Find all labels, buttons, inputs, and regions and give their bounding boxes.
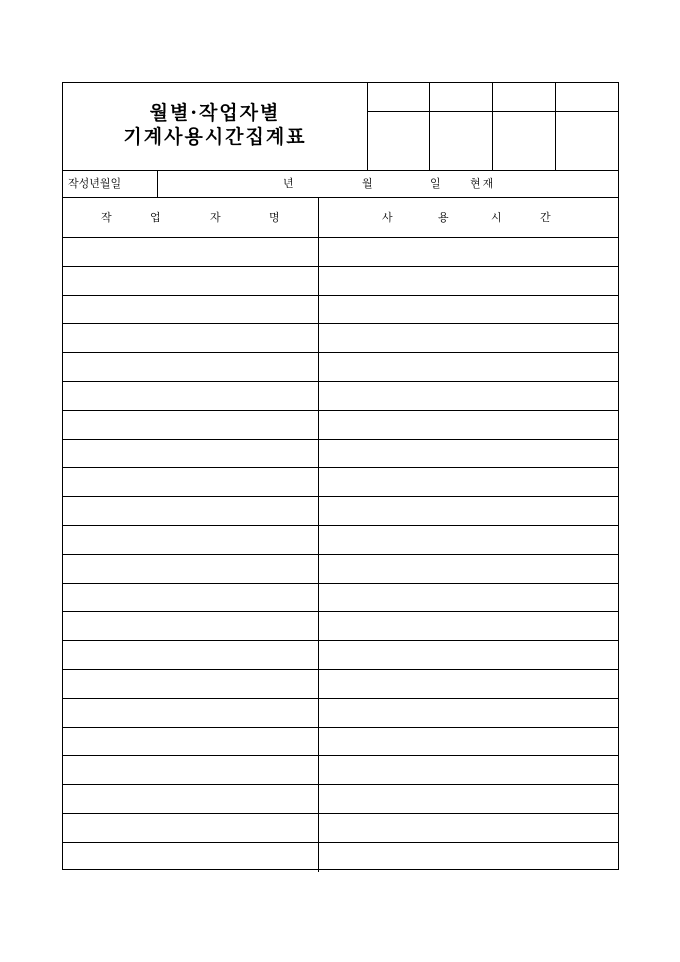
usage-time-cell[interactable]: [319, 728, 618, 756]
table-row: [63, 584, 618, 613]
worker-name-cell[interactable]: [63, 785, 319, 813]
header-char: 용: [438, 211, 449, 224]
header-char: 자: [210, 211, 221, 224]
table-row: [63, 728, 618, 757]
table-row: [63, 526, 618, 555]
usage-time-cell[interactable]: [319, 612, 618, 640]
table-row: [63, 440, 618, 469]
worker-name-cell[interactable]: [63, 814, 319, 842]
worker-name-cell[interactable]: [63, 324, 319, 352]
column-headers: [63, 198, 618, 238]
approval-box[interactable]: [368, 83, 430, 170]
usage-time-cell[interactable]: [319, 468, 618, 496]
usage-time-cell[interactable]: [319, 555, 618, 583]
header-char: 작: [101, 211, 112, 224]
header-char: 시: [491, 211, 502, 224]
usage-time-cell[interactable]: [319, 353, 618, 381]
usage-time-cell[interactable]: [319, 267, 618, 295]
table-row: [63, 641, 618, 670]
table-row: [63, 699, 618, 728]
table-row: [63, 324, 618, 353]
usage-time-cell[interactable]: [319, 584, 618, 612]
worker-name-cell[interactable]: [63, 267, 319, 295]
usage-time-cell[interactable]: [319, 670, 618, 698]
usage-time-cell[interactable]: [319, 641, 618, 669]
title-line-1: 월별·작업자별: [149, 102, 281, 124]
table-row: [63, 612, 618, 641]
table-row: [63, 353, 618, 382]
usage-time-cell[interactable]: [319, 382, 618, 410]
worker-name-cell[interactable]: [63, 641, 319, 669]
table-row: [63, 468, 618, 497]
usage-time-cell[interactable]: [319, 814, 618, 842]
worker-name-cell[interactable]: [63, 612, 319, 640]
day-label: 일: [430, 177, 441, 190]
as-of-label: 현재: [470, 177, 496, 190]
worker-name-header: [63, 198, 319, 237]
worker-name-cell[interactable]: [63, 440, 319, 468]
header-char: 간: [540, 211, 551, 224]
entry-rows: [63, 238, 618, 872]
usage-time-cell[interactable]: [319, 440, 618, 468]
worker-name-cell[interactable]: [63, 756, 319, 784]
worker-name-cell[interactable]: [63, 468, 319, 496]
usage-time-cell[interactable]: [319, 411, 618, 439]
table-row: [63, 497, 618, 526]
usage-time-cell[interactable]: [319, 324, 618, 352]
usage-time-cell[interactable]: [319, 756, 618, 784]
usage-time-cell[interactable]: [319, 785, 618, 813]
approval-boxes: [368, 83, 618, 170]
header-char: 사: [382, 211, 393, 224]
table-row: [63, 411, 618, 440]
worker-name-cell[interactable]: [63, 497, 319, 525]
table-row: [63, 555, 618, 584]
machine-usage-summary-form: [62, 82, 619, 870]
worker-name-cell[interactable]: [63, 353, 319, 381]
worker-name-cell[interactable]: [63, 555, 319, 583]
approval-box[interactable]: [430, 83, 493, 170]
table-row: [63, 814, 618, 843]
table-row: [63, 756, 618, 785]
form-title: [63, 83, 368, 170]
usage-time-cell[interactable]: [319, 497, 618, 525]
form-header: [63, 83, 618, 171]
table-row: [63, 238, 618, 267]
date-label: 작성년월일: [63, 170, 158, 197]
table-row: [63, 670, 618, 699]
header-char: 명: [269, 211, 280, 224]
worker-name-cell[interactable]: [63, 411, 319, 439]
worker-name-cell[interactable]: [63, 382, 319, 410]
header-char: 업: [150, 211, 161, 224]
table-row: [63, 267, 618, 296]
date-row: [63, 170, 618, 198]
usage-time-cell[interactable]: [319, 238, 618, 266]
worker-name-cell[interactable]: [63, 584, 319, 612]
usage-time-cell[interactable]: [319, 296, 618, 324]
month-label: 월: [362, 177, 373, 190]
year-label: 년: [283, 177, 294, 190]
worker-name-cell[interactable]: [63, 670, 319, 698]
usage-time-cell[interactable]: [319, 843, 618, 872]
worker-name-cell[interactable]: [63, 843, 319, 872]
approval-box[interactable]: [493, 83, 556, 170]
worker-name-cell[interactable]: [63, 238, 319, 266]
worker-name-cell[interactable]: [63, 728, 319, 756]
worker-name-cell[interactable]: [63, 526, 319, 554]
worker-name-cell[interactable]: [63, 699, 319, 727]
table-row: [63, 296, 618, 325]
table-row: [63, 382, 618, 411]
table-row: [63, 843, 618, 872]
usage-time-header: [319, 198, 618, 237]
usage-time-cell[interactable]: [319, 526, 618, 554]
worker-name-cell[interactable]: [63, 296, 319, 324]
usage-time-cell[interactable]: [319, 699, 618, 727]
table-row: [63, 785, 618, 814]
title-line-2: 기계사용시간집계표: [123, 126, 307, 148]
approval-box[interactable]: [556, 83, 618, 170]
